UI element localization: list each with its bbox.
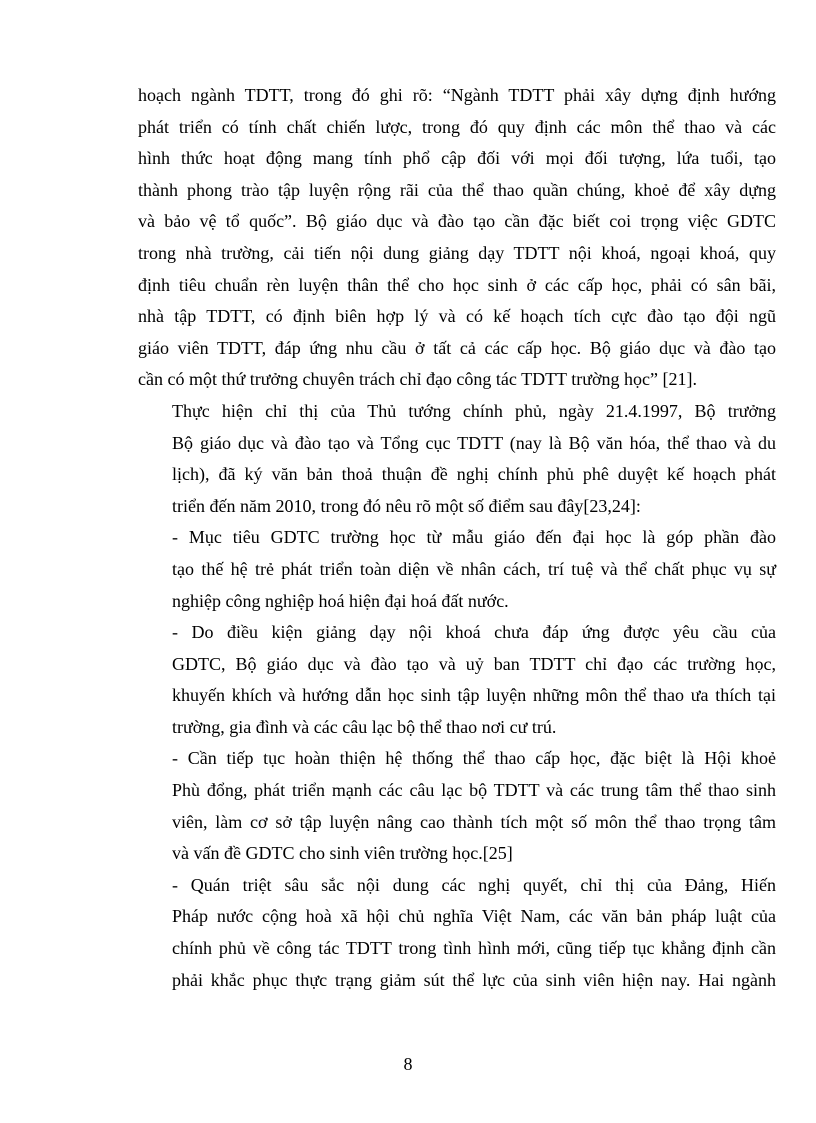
- text-line: nhà tập TDTT, có định biên hợp lý và có kế hoạch tích cực đào tạo đội ngũ: [138, 306, 776, 327]
- text-line: trong nhà trường, cải tiến nội dung giảng dạy TDTT nội khoá, ngoại khoá, quy: [138, 242, 776, 263]
- text-line: cần có một thứ trưởng chuyên trách chỉ đạo công tác TDTT trường học” [21].: [138, 369, 697, 390]
- body-text: [138, 80, 776, 996]
- text-line: viên, làm cơ sở tập luyện nâng cao thành tích một số môn thể thao trọng tâm: [172, 811, 776, 832]
- page-number: 8: [403, 1054, 413, 1074]
- text-line: - Cần tiếp tục hoàn thiện hệ thống thể thao cấp học, đặc biệt là Hội khoẻ: [172, 748, 776, 769]
- text-line: phải khắc phục thực trạng giảm sút thể lực của sinh viên hiện nay. Hai ngành: [172, 969, 776, 990]
- paragraph: [138, 522, 776, 617]
- text-line: triển đến năm 2010, trong đó nêu rõ một số điểm sau đây[23,24]:: [172, 495, 641, 516]
- paragraph: [138, 743, 776, 869]
- text-line: khuyến khích và hướng dẫn học sinh tập luyện những môn thể thao ưa thích tại: [172, 685, 776, 706]
- text-line: Bộ giáo dục và đào tạo và Tổng cục TDTT (nay là Bộ văn hóa, thể thao và du: [172, 432, 776, 453]
- paragraph: [138, 80, 776, 396]
- text-line: lịch), đã ký văn bản thoả thuận đề nghị chính phủ phê duyệt kế hoạch phát: [172, 464, 776, 485]
- text-line: chính phủ về công tác TDTT trong tình hình mới, cũng tiếp tục khẳng định cần: [172, 938, 776, 959]
- text-line: trường, gia đình và các câu lạc bộ thể thao nơi cư trú.: [172, 716, 557, 737]
- text-line: - Do điều kiện giảng dạy nội khoá chưa đáp ứng được yêu cầu của: [172, 622, 776, 643]
- paragraph: [138, 617, 776, 743]
- text-line: GDTC, Bộ giáo dục và đào tạo và uỷ ban TDTT chỉ đạo các trường học,: [172, 653, 776, 674]
- text-line: phát triển có tính chất chiến lược, trong đó quy định các môn thể thao và các: [138, 116, 776, 137]
- paragraph: [138, 870, 776, 996]
- text-line: định tiêu chuẩn rèn luyện thân thể cho học sinh ở các cấp học, phải có sân bãi,: [138, 274, 776, 295]
- text-line: - Quán triệt sâu sắc nội dung các nghị quyết, chỉ thị của Đảng, Hiến: [172, 874, 776, 895]
- text-line: và bảo vệ tổ quốc”. Bộ giáo dục và đào tạo cần đặc biết coi trọng việc GDTC: [138, 211, 776, 232]
- text-line: và vấn đề GDTC cho sinh viên trường học.[25]: [172, 843, 513, 864]
- text-line: giáo viên TDTT, đáp ứng nhu cầu ở tất cả các cấp học. Bộ giáo dục và đào tạo: [138, 337, 776, 358]
- text-line: Pháp nước cộng hoà xã hội chủ nghĩa Việt Nam, các văn bản pháp luật của: [172, 906, 776, 927]
- text-line: Phù đổng, phát triển mạnh các câu lạc bộ TDTT và các trung tâm thể thao sinh: [172, 780, 776, 801]
- text-line: - Mục tiêu GDTC trường học từ mẫu giáo đến đại học là góp phần đào: [172, 527, 776, 548]
- text-line: hình thức hoạt động mang tính phổ cập đối với mọi đối tượng, lứa tuổi, tạo: [138, 148, 776, 169]
- text-line: nghiệp công nghiệp hoá hiện đại hoá đất nước.: [172, 590, 509, 611]
- text-line: Thực hiện chỉ thị của Thủ tướng chính phủ, ngày 21.4.1997, Bộ trưởng: [172, 400, 776, 421]
- text-line: thành phong trào tập luyện rộng rãi của thể thao quần chúng, khoẻ để xây dựng: [138, 179, 776, 200]
- paragraph: [138, 396, 776, 522]
- text-line: tạo thế hệ trẻ phát triển toàn diện về nhân cách, trí tuệ và thể chất phục vụ sự: [172, 558, 776, 579]
- text-line: hoạch ngành TDTT, trong đó ghi rõ: “Ngành TDTT phải xây dựng định hướng: [138, 85, 776, 105]
